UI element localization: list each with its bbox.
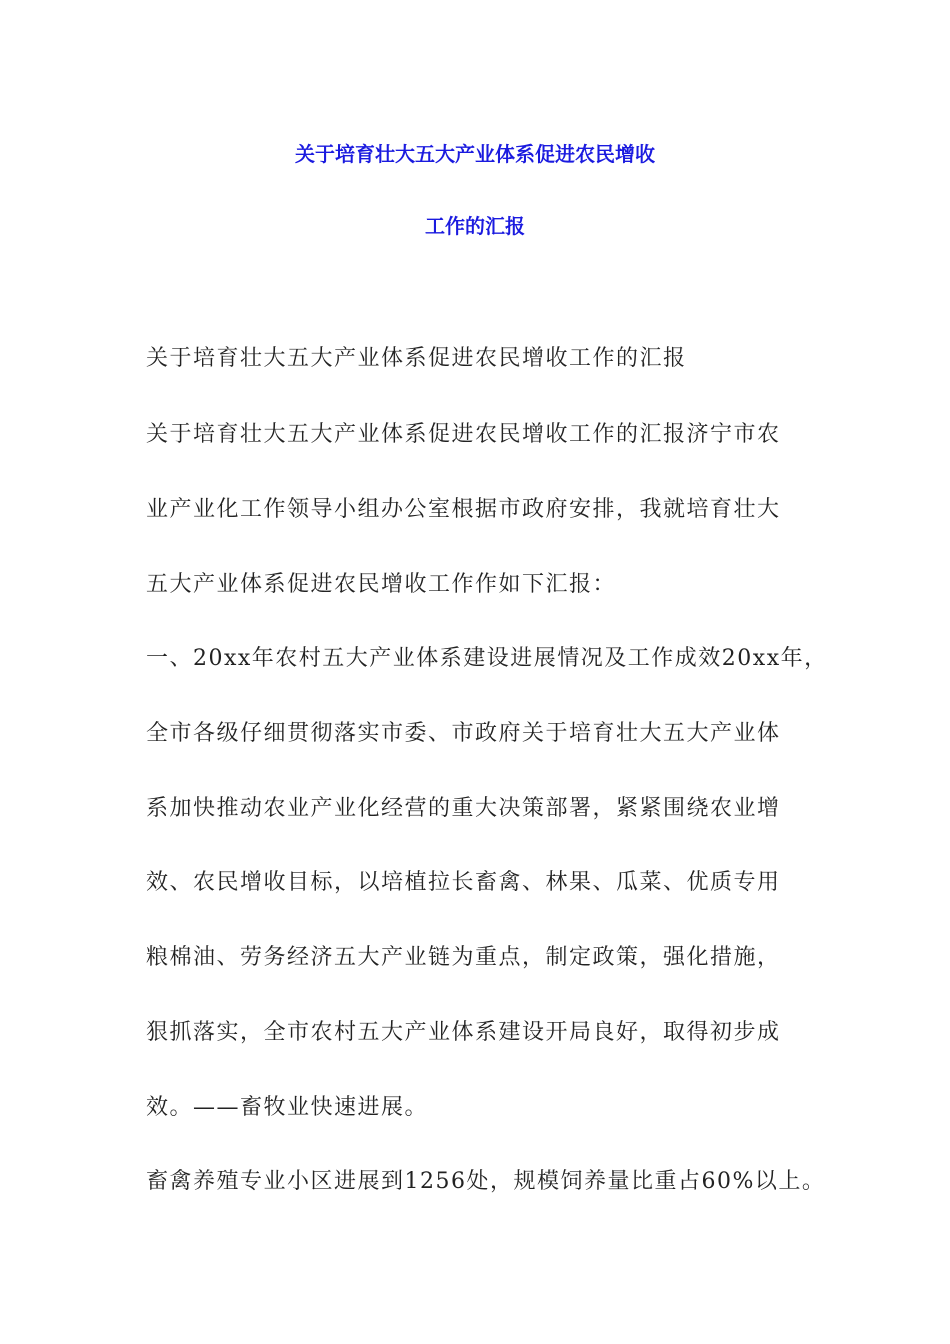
body-line: 效、农民增收目标，以培植拉长畜禽、林果、瓜菜、优质专用 — [146, 870, 781, 895]
body-line: 业产业化工作领导小组办公室根据市政府安排，我就培育壮大 — [146, 497, 781, 522]
body-line: 全市各级仔细贯彻落实市委、市政府关于培育壮大五大产业体 — [146, 721, 781, 746]
body-line: 畜禽养殖专业小区进展到1256处，规模饲养量比重占60%以上。 — [146, 1169, 826, 1194]
body-line: 粮棉油、劳务经济五大产业链为重点，制定政策，强化措施， — [146, 945, 781, 970]
body-line: 狠抓落实，全市农村五大产业体系建设开局良好，取得初步成 — [146, 1020, 781, 1045]
body-line: 效。——畜牧业快速进展。 — [146, 1095, 429, 1120]
body-line: 关于培育壮大五大产业体系促进农民增收工作的汇报济宁市农 — [146, 422, 781, 447]
document-title-line-2: 工作的汇报 — [425, 214, 525, 238]
body-line: 五大产业体系促进农民增收工作作如下汇报： — [146, 572, 617, 597]
body-line: 系加快推动农业产业化经营的重大决策部署，紧紧围绕农业增 — [146, 796, 781, 821]
document-title-line-1: 关于培育壮大五大产业体系促进农民增收 — [295, 142, 655, 166]
body-line: 关于培育壮大五大产业体系促进农民增收工作的汇报 — [146, 346, 687, 371]
body-line: 一、20xx年农村五大产业体系建设进展情况及工作成效20xx年， — [146, 646, 828, 671]
